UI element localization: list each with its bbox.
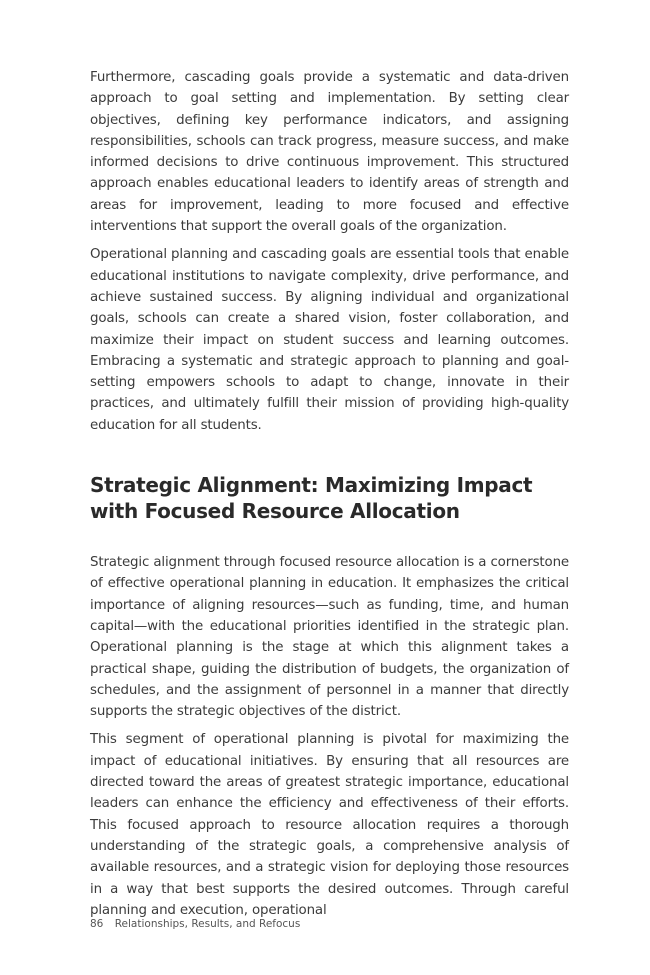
body-paragraph: Furthermore, cascading goals provide a systematic and data-driven approach to goal setting and implementation. By setting clear objectives, defining key performance indicators, and assigning responsibilities, schools can track progress, measure success, and make informed decisions to drive continuous improvement. This structured approach enables educational leaders to identify areas of strength and areas for improvement, leading to more focused and effective interventions that support the overall goals of the organization. [90,70,569,235]
body-paragraph: This segment of operational planning is pivotal for maximizing the impact of educational initiatives. By ensuring that all resources are directed toward the areas of greatest strategic importance, educational leaders can enhance the efficiency and effectiveness of their efforts. This focused approach to resource allocation requires a thorough understanding of the strategic goals, a comprehensive analysis of available resources, and a strategic vision for deploying those resources in a way that best supports the desired outcomes. Through careful planning and execution, operational [90,732,569,918]
body-paragraph: Strategic alignment through focused resource allocation is a cornerstone of effective operational planning in education. It emphasizes the critical importance of aligning resources—such as funding, time, and human capital—with the educational priorities identified in the strategic plan. Operational planning is the stage at which this alignment takes a practical shape, guiding the distribution of budgets, the organization of schedules, and the assignment of personnel in a manner that directly supports the strategic objectives of the district. [90,555,569,720]
section-heading: Strategic Alignment: Maximizing Impact with Focused Resource Allocation [90,473,533,524]
running-footer-title: Relationships, Results, and Refocus [114,918,301,930]
page-number: 86 [90,918,104,930]
page-footer [90,918,300,930]
page-body [90,67,569,928]
body-paragraph: Operational planning and cascading goals are essential tools that enable educational institutions to navigate complexity, drive performance, and achieve sustained success. By aligning individual and organizational goals, schools can create a shared vision, foster collaboration, and maximize their impact on student success and learning outcomes. Embracing a systematic and strategic approach to planning and goal-setting empowers schools to adapt to change, innovate in their practices, and ultimately fulfill their mission of providing high-quality education for all students. [90,247,569,433]
